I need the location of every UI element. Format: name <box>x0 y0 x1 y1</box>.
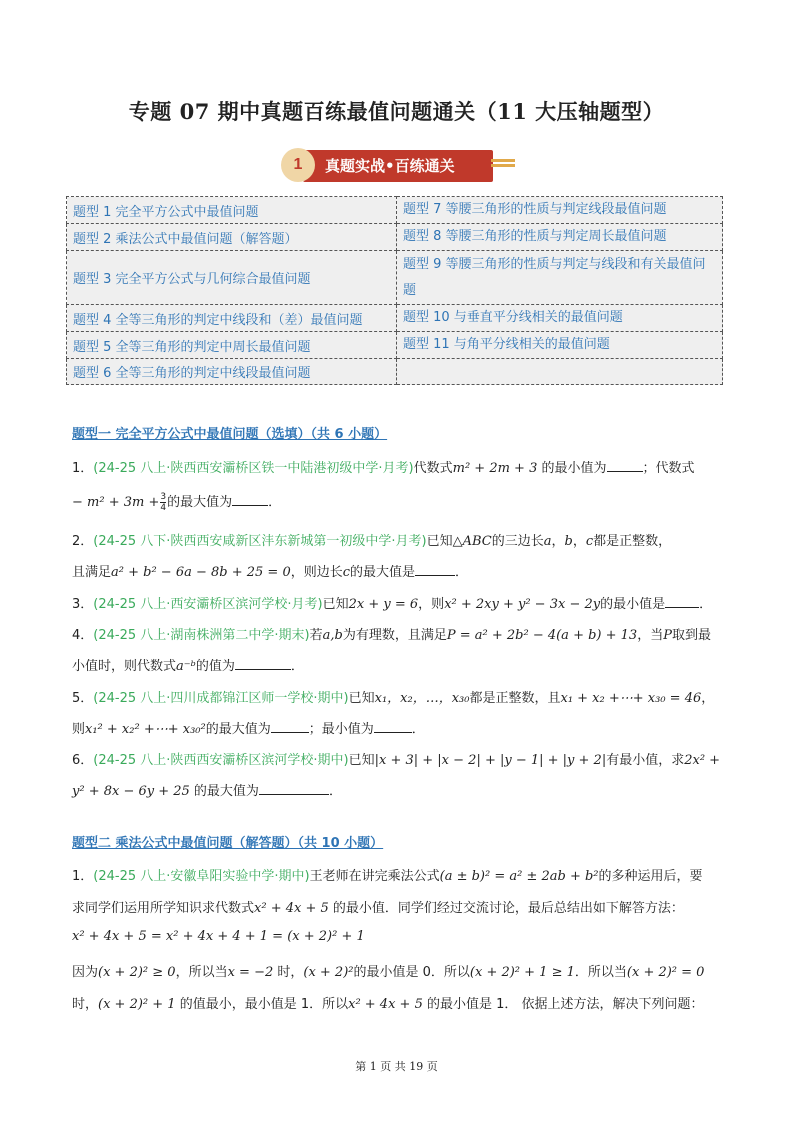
toc-link[interactable]: 题型 5 全等三角形的判定中周长最值问题 <box>67 332 397 359</box>
question-text: ，当 <box>637 628 664 643</box>
table-row <box>67 197 723 224</box>
question-4-cont <box>72 655 304 674</box>
table-row <box>67 251 723 305</box>
formula: x² + 4x + 5 <box>348 997 423 1012</box>
question-text: 都是正整数，且 <box>469 691 561 706</box>
formula: a⁻ᵇ <box>176 659 196 674</box>
question-text: 小值时，则代数式 <box>72 659 177 674</box>
question-2 <box>72 530 671 549</box>
question-text: 时， <box>72 997 99 1012</box>
toc-link[interactable]: 题型 10 与垂直平分线相关的最值问题 <box>397 305 723 332</box>
formula: x = −2 <box>227 965 274 980</box>
section-heading: 题型二 乘法公式中最值问题（解答题）（共 10 小题） <box>72 836 384 851</box>
question-text: 为有理数，且满足 <box>342 628 447 643</box>
formula: y² + 8x − 6y + 25 <box>72 784 190 799</box>
formula: x₁² + x₂² +⋯+ x₃₀² <box>85 722 206 737</box>
table-row <box>67 305 723 332</box>
answer-blank[interactable] <box>232 493 268 506</box>
question-text: 时， <box>273 965 304 980</box>
formula: 2x² + <box>684 753 721 768</box>
answer-blank[interactable] <box>271 720 309 733</box>
question-text: 的最小值是 0．所以 <box>353 965 470 980</box>
formula: (x + 2)² = 0 <box>626 965 705 980</box>
formula: x² + 2xy + y² − 3x − 2y <box>444 597 601 612</box>
formula: c <box>585 534 594 549</box>
question-number: 5． <box>72 691 94 706</box>
question-text: ． <box>699 597 713 612</box>
page-title: 专题 07 期中真题百练最值问题通关（11 大压轴题型） <box>128 99 665 124</box>
topic-index-table <box>66 196 723 385</box>
answer-blank[interactable] <box>374 720 412 733</box>
toc-link[interactable]: 题型 7 等腰三角形的性质与判定线段最值问题 <box>397 197 723 224</box>
question-text: 的最大值为 <box>189 784 259 799</box>
question-text: 因为 <box>72 965 99 980</box>
fraction <box>160 492 166 513</box>
toc-link[interactable]: 题型 1 完全平方公式中最值问题 <box>67 197 397 224</box>
question-6 <box>72 749 720 768</box>
answer-blank[interactable] <box>607 459 643 472</box>
toc-link[interactable]: 题型 6 全等三角形的判定中线段最值问题 <box>67 359 397 385</box>
toc-link[interactable]: 题型 3 完全平方公式与几何综合最值问题 <box>67 251 397 305</box>
formula: (x + 2)² + 1 <box>98 997 176 1012</box>
question-source: (24-25 八下·陕西西安咸新区沣东新城第一初级中学·月考) <box>93 534 427 549</box>
formula: a,b <box>322 628 343 643</box>
question-text: ；最小值为 <box>308 722 374 737</box>
formula: (a ± b)² = a² ± 2ab + b² <box>439 869 599 884</box>
section-heading: 题型一 完全平方公式中最值问题（选填）（共 6 小题） <box>72 427 388 442</box>
question-1-cont <box>72 491 281 513</box>
question-text: 有最小值，求 <box>606 753 685 768</box>
formula: a² + b² − 6a − 8b + 25 = 0 <box>111 565 291 580</box>
question-text: ， <box>551 534 565 549</box>
table-row <box>67 224 723 251</box>
problem-1-cont <box>72 897 684 916</box>
table-row <box>67 332 723 359</box>
question-text: 的最大值为 <box>167 495 233 510</box>
answer-blank[interactable] <box>259 782 329 795</box>
formula: P <box>663 628 672 643</box>
question-text: 的最大值是 <box>350 565 416 580</box>
section-banner <box>281 147 515 185</box>
formula: x₁，x₂，…，x₃₀ <box>374 691 470 706</box>
question-text: 取到最 <box>671 628 711 643</box>
question-5-cont <box>72 718 425 737</box>
question-3 <box>72 593 712 612</box>
page-footer: 第 1 页 共 19 页 <box>355 1060 438 1073</box>
question-text: 的三边长 <box>491 534 544 549</box>
table-row <box>67 359 723 385</box>
problem-1-derivation <box>72 929 365 944</box>
question-source: (24-25 八上·安徽阜阳实验中学·期中) <box>93 869 310 884</box>
question-source: (24-25 八上·陕西西安灞桥区滨河学校·期中) <box>93 753 349 768</box>
question-text: 求同学们运用所学知识求代数式 <box>72 901 255 916</box>
question-text: ， <box>572 534 586 549</box>
answer-blank[interactable] <box>235 657 291 670</box>
toc-link[interactable]: 题型 8 等腰三角形的性质与判定周长最值问题 <box>397 224 723 251</box>
formula: P = a² + 2b² − 4(a + b) + 13 <box>446 628 638 643</box>
question-text: 的多种运用后，要 <box>598 869 703 884</box>
formula: − m² + 3m + <box>72 495 160 510</box>
question-text: 若 <box>309 628 323 643</box>
formula: a <box>543 534 552 549</box>
formula: (x + 2)² ≥ 0 <box>98 965 176 980</box>
question-source: (24-25 八上·西安灞桥区滨河学校·月考) <box>93 597 323 612</box>
question-1 <box>72 457 695 476</box>
question-5 <box>72 687 714 706</box>
fraction-denominator: 4 <box>160 503 167 513</box>
question-text: 都是正整数， <box>593 534 672 549</box>
question-text: 的最小值是 <box>600 597 666 612</box>
question-text: ，则边长 <box>290 565 343 580</box>
question-text: ． <box>328 784 342 799</box>
question-text: 则 <box>72 722 86 737</box>
question-text: 已知 <box>322 597 349 612</box>
answer-blank[interactable] <box>665 595 699 608</box>
banner-number: 1 <box>281 148 315 182</box>
question-text: 的值为 <box>195 659 235 674</box>
question-text: 的值最小，最小值是 1．所以 <box>175 997 349 1012</box>
toc-link[interactable]: 题型 9 等腰三角形的性质与判定与线段和有关最值问题 <box>397 251 723 305</box>
toc-empty-cell <box>397 359 723 385</box>
question-number: 1． <box>72 461 94 476</box>
formula: (x + 2)² <box>303 965 354 980</box>
question-text: ；代数式 <box>642 461 695 476</box>
formula: |x + 3| + |x − 2| + |y − 1| + |y + 2| <box>374 753 607 768</box>
formula: (x + 2)² + 1 ≥ 1 <box>469 965 575 980</box>
toc-link[interactable]: 题型 2 乘法公式中最值问题（解答题） <box>67 224 397 251</box>
question-text: ．所以当 <box>574 965 627 980</box>
question-number: 4． <box>72 628 94 643</box>
formula: 2x + y = 6 <box>348 597 419 612</box>
question-2-cont <box>72 561 468 580</box>
formula: b <box>564 534 573 549</box>
question-text: 的最大值为 <box>205 722 271 737</box>
problem-1-cont <box>72 961 704 980</box>
formula: ABC <box>462 534 492 549</box>
fraction-numerator: 3 <box>160 492 167 502</box>
question-text: 且满足 <box>72 565 112 580</box>
banner-label: 真题实战•百练通关 <box>303 150 493 182</box>
formula: x² + 4x + 5 = x² + 4x + 4 + 1 = (x + 2)² + 1 <box>72 929 365 944</box>
question-text: 的最小值．同学们经过交流讨论，最后总结出如下解答方法： <box>328 901 684 916</box>
question-source: (24-25 八上·湖南株洲第二中学·期末) <box>93 628 310 643</box>
question-text: 代数式 <box>413 461 453 476</box>
question-text: ，则 <box>418 597 445 612</box>
question-text: 王老师在讲完乘法公式 <box>309 869 440 884</box>
formula: c <box>342 565 351 580</box>
question-text: ，所以当 <box>175 965 228 980</box>
answer-blank[interactable] <box>415 563 455 576</box>
question-text: ． <box>268 495 282 510</box>
formula: x₁ + x₂ +⋯+ x₃₀ = 46 <box>560 691 702 706</box>
toc-link[interactable]: 题型 4 全等三角形的判定中线段和（差）最值问题 <box>67 305 397 332</box>
toc-link[interactable]: 题型 11 与角平分线相关的最值问题 <box>397 332 723 359</box>
question-4 <box>72 624 711 643</box>
question-text: 已知△ <box>426 534 463 549</box>
question-text: 的最小值为 <box>537 461 607 476</box>
question-source: (24-25 八上·四川成都锦江区师一学校·期中) <box>93 691 349 706</box>
question-text: ． <box>411 722 425 737</box>
problem-1-cont <box>72 993 704 1012</box>
question-text: 已知 <box>348 753 375 768</box>
formula: x² + 4x + 5 <box>254 901 329 916</box>
question-source: (24-25 八上·陕西西安灞桥区铁一中陆港初级中学·月考) <box>93 461 414 476</box>
question-text: 已知 <box>348 691 375 706</box>
problem-1 <box>72 865 703 884</box>
question-text: 的最小值是 1． 依据上述方法，解决下列问题： <box>422 997 704 1012</box>
question-number: 3． <box>72 597 94 612</box>
question-text: ， <box>701 691 715 706</box>
question-number: 2． <box>72 534 94 549</box>
question-number: 1． <box>72 869 94 884</box>
formula: m² + 2m + 3 <box>452 461 538 476</box>
banner-stripes-icon <box>491 159 515 173</box>
question-text: ． <box>290 659 304 674</box>
question-number: 6． <box>72 753 94 768</box>
question-6-cont <box>72 780 342 799</box>
question-text: ． <box>455 565 469 580</box>
